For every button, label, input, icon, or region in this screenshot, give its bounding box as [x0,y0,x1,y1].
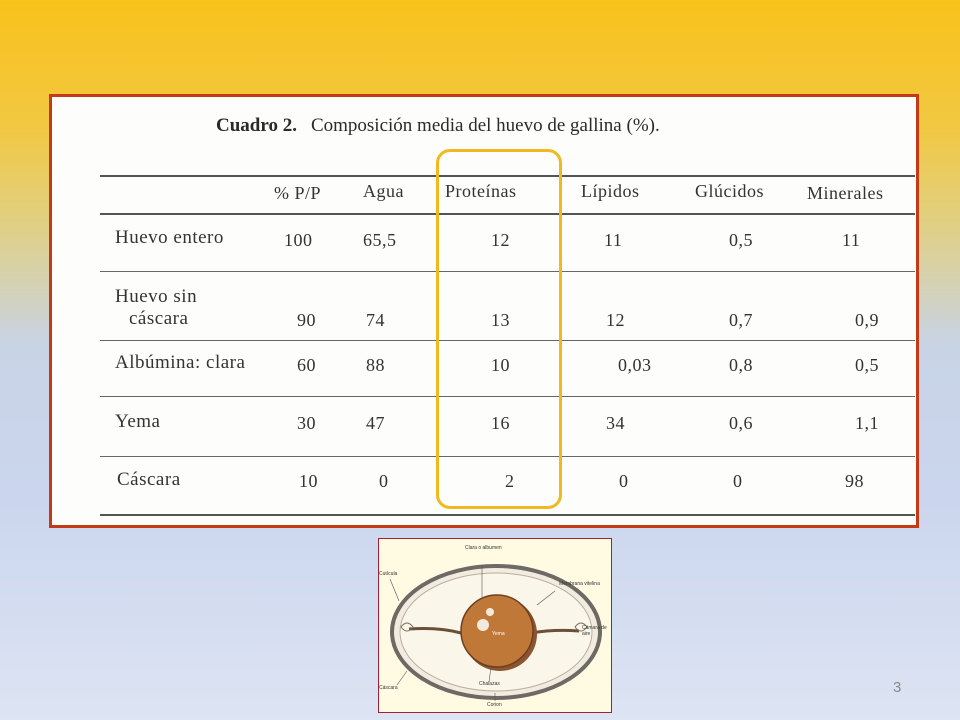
cell: 90 [297,310,316,330]
cell: 10 [299,471,318,491]
cell: 12 [606,310,625,330]
cell: 98 [845,471,864,491]
label-membrana: Membrana vitelina [559,581,600,587]
egg-diagram [378,538,612,713]
table-title-label: Cuadro 2. [216,115,297,136]
cell: 65,5 [363,230,397,250]
row-label-huevo-sin: Huevo sin [115,286,198,307]
cell: 60 [297,355,316,375]
cell: 30 [297,413,316,433]
cell: 0,9 [855,310,879,330]
cell: 1,1 [855,413,879,433]
label-corion: Corion [487,702,502,708]
header-minerales: Minerales [807,183,884,203]
row-label-cascara: Cáscara [117,469,181,490]
row-label-cascara-line: cáscara [129,308,189,329]
composition-table-frame [49,94,919,528]
table-bottom-rule [100,514,915,516]
table-title [216,115,660,137]
cell: 0,5 [855,355,879,375]
cell: 2 [505,471,515,491]
cell: 13 [491,310,510,330]
header-lipidos: Lípidos [581,181,640,201]
cell: 0 [733,471,743,491]
cell: 0 [619,471,629,491]
pointer-cuticula [390,579,399,601]
cell: 11 [604,230,623,250]
cell: 16 [491,413,510,433]
cell: 88 [366,355,385,375]
label-yema: Yema [492,631,505,637]
header-glucidos: Glúcidos [695,181,764,201]
row-label-yema: Yema [115,411,161,432]
header-agua: Agua [363,181,404,201]
pointer-cascara [397,671,407,685]
cell: 0,5 [729,230,753,250]
header-proteinas: Proteínas [445,181,517,201]
cell: 74 [366,310,385,330]
row-label-albumina: Albúmina: clara [115,352,246,373]
yolk-spot-large [477,619,489,631]
proteinas-highlight-box [436,149,562,509]
row-label-huevo-entero: Huevo entero [115,227,224,248]
cell: 0,03 [618,355,652,375]
cell: 0,6 [729,413,753,433]
cell: 100 [284,230,313,250]
cell: 0,7 [729,310,753,330]
cell: 0,8 [729,355,753,375]
cell: 34 [606,413,625,433]
cell: 10 [491,355,510,375]
cell: 0 [379,471,389,491]
label-cuticula: Cutícula [379,571,398,577]
slide-page-number: 3 [893,679,902,696]
yolk-spot-small [486,608,494,616]
label-chalazas: Chalazas [479,681,500,687]
cell: 47 [366,413,385,433]
label-camara: Cámara de aire [582,625,607,637]
header-pp: % P/P [274,183,322,203]
label-clara: Clara o albumen [465,545,502,551]
table-title-text: Composición media del huevo de gallina (%). [310,115,660,136]
cell: 11 [842,230,861,250]
label-cascara: Cáscara [379,685,398,691]
cell: 12 [491,230,510,250]
